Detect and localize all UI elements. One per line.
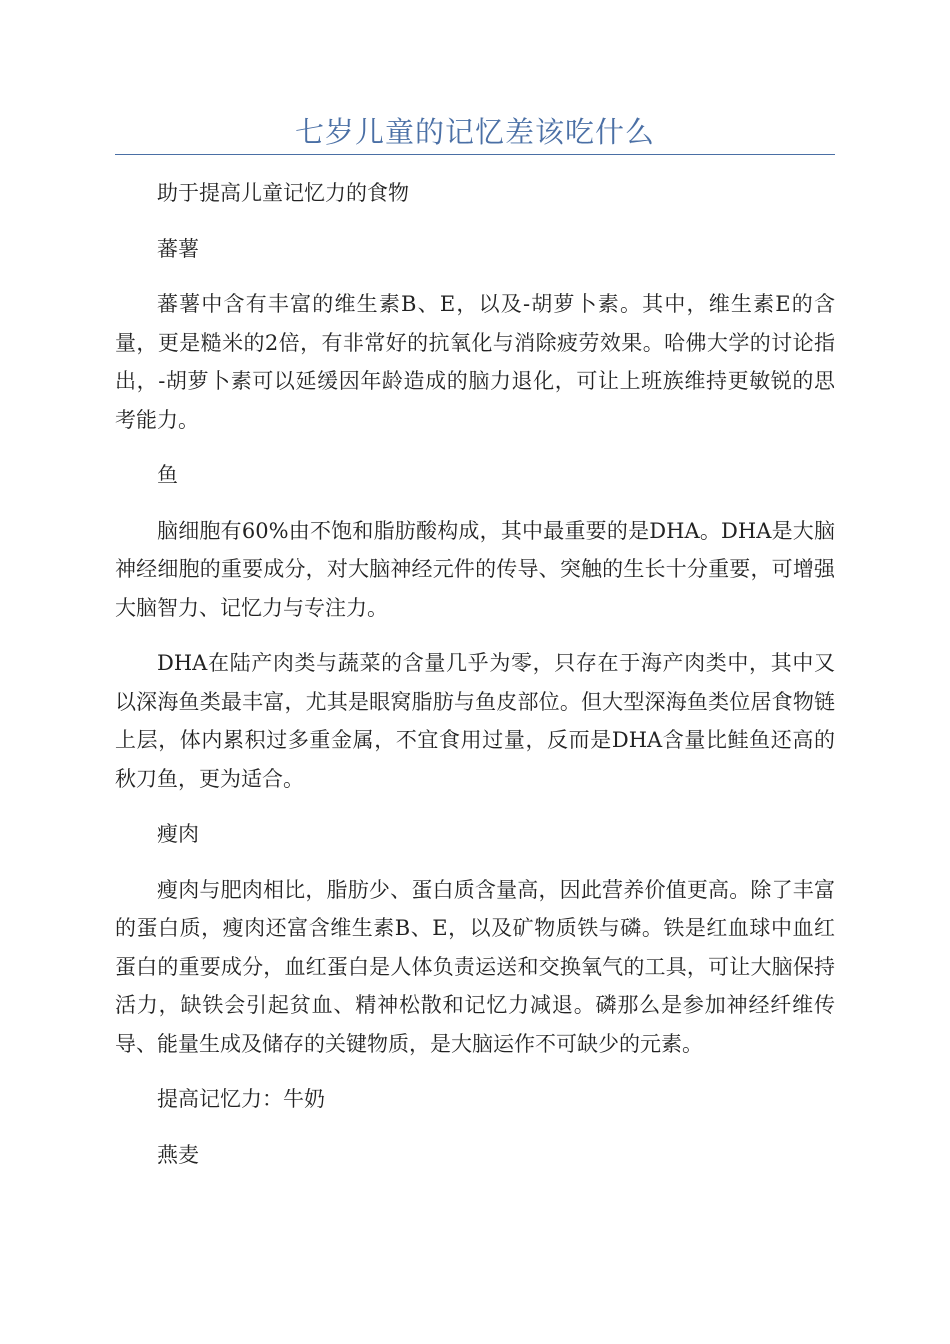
- title-underline: [115, 154, 835, 155]
- paragraph-intro: 助于提高儿童记忆力的食物: [157, 181, 409, 205]
- paragraph-lean-meat: 瘦肉与肥肉相比，脂肪少、蛋白质含量高，因此营养价值更高。除了丰富的蛋白质，瘦肉还富含维生素B、E，以及矿物质铁与磷。铁是红血球中血红蛋白的重要成分，血红蛋白是人体负责运送和交换氧气的工具，可让大脑保持活力，缺铁会引起贫血、精神松散和记忆力减退。磷那么是参加神经纤维传导、能量生成及储存的关键物质，是大脑运作不可缺少的元素。: [115, 877, 835, 1056]
- paragraph-sweet-potato: 蕃薯中含有丰富的维生素B、E，以及-胡萝卜素。其中，维生素E的含量，更是糙米的2倍，有非常好的抗氧化与消除疲劳效果。哈佛大学的讨论指出，-胡萝卜素可以延缓因年龄造成的脑力退化，可让上班族维持更敏锐的思考能力。: [115, 292, 835, 432]
- heading-sweet-potato: 蕃薯: [157, 236, 199, 261]
- heading-fish: 鱼: [157, 463, 178, 487]
- heading-oats: 燕麦: [157, 1142, 199, 1167]
- document-title: 七岁儿童的记忆差该吃什么: [294, 115, 655, 149]
- heading-lean-meat: 瘦肉: [157, 822, 199, 846]
- document-body: [115, 174, 835, 1191]
- paragraph-fish-2: DHA在陆产肉类与蔬菜的含量几乎为零，只存在于海产肉类中，其中又以深海鱼类最丰富，尤其是眼窝脂肪与鱼皮部位。但大型深海鱼类位居食物链上层，体内累积过多重金属，不宜食用过量，反而是DHA含量比鲑鱼还高的秋刀鱼，更为适合。: [115, 651, 835, 791]
- paragraph-fish-1: 脑细胞有60%由不饱和脂肪酸构成，其中最重要的是DHA。DHA是大脑神经细胞的重要成分，对大脑神经元件的传导、突触的生长十分重要，可增强大脑智力、记忆力与专注力。: [115, 518, 835, 620]
- heading-milk: 提高记忆力：牛奶: [157, 1087, 325, 1111]
